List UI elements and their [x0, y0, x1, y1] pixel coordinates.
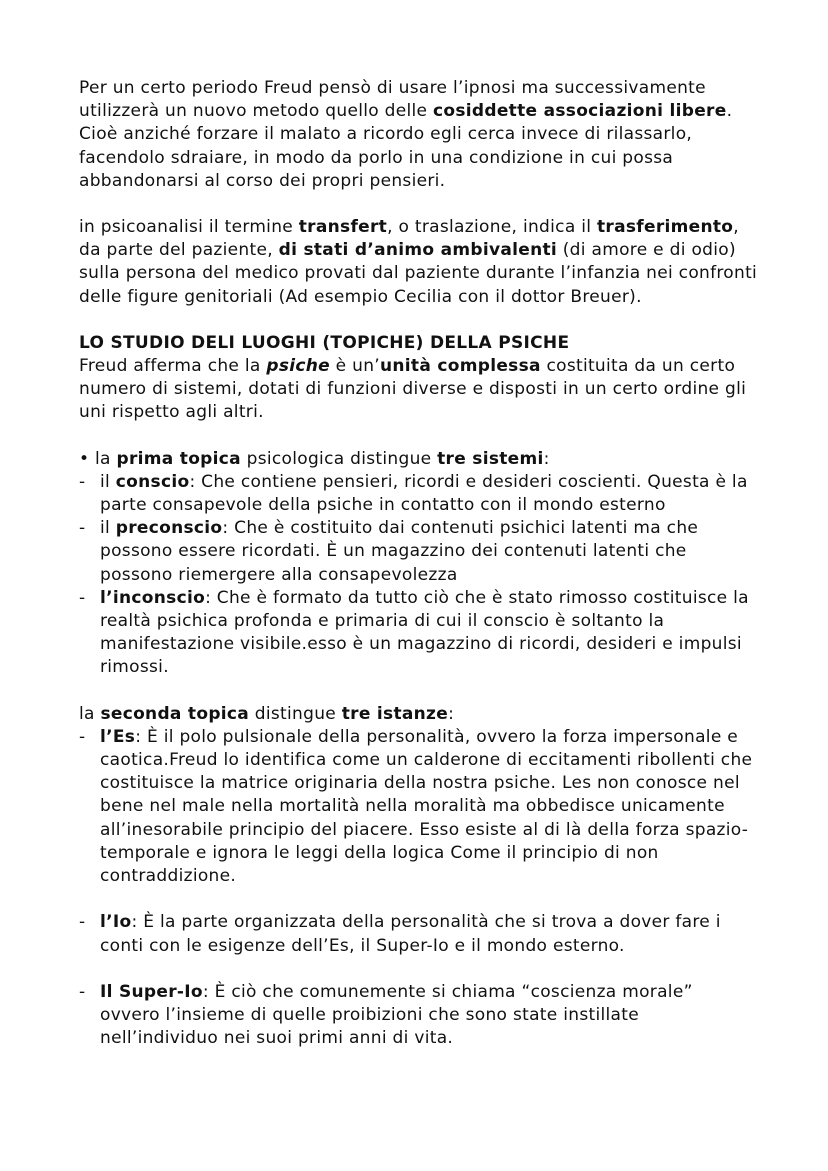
second-topic-list — [79, 726, 758, 888]
dash-icon: - — [79, 981, 86, 1002]
bold-term: l’Es — [100, 726, 136, 747]
text-span: : Che è costituito dai contenuti psichici latenti ma che possono essere ricordati. È un magazzino dei contenuti latenti che possono riemergere alla consapevolezza — [100, 518, 699, 585]
text-span: (di amore e di odio) sulla persona del medico provati dal paziente durante l’infanzia nei confronti delle figure genitoriali (Ad esempio Cecilia con il dottor Breuer). — [79, 240, 758, 307]
text-span: : — [543, 448, 550, 469]
text-span: : Che è formato da tutto ciò che è stato rimosso costituisce la realtà psichica profonda e primaria di cui il conscio è soltanto la manifestazione visibile.esso è un magazzino di ricordi, desideri e impulsi rimossi. — [100, 587, 749, 678]
text-span: , o traslazione, indica il — [387, 217, 597, 238]
paragraph-psyche — [79, 355, 758, 425]
text-span: la — [79, 703, 101, 724]
bold-term: tre istanze — [341, 703, 449, 724]
second-topic-list-superio — [79, 981, 758, 1051]
bold-term: Il Super-Io — [100, 981, 203, 1002]
bold-term: tre sistemi — [437, 448, 544, 469]
text-span: il — [100, 518, 116, 539]
spacer — [79, 888, 758, 911]
list-item-preconscio — [79, 517, 758, 587]
text-span: distingue — [249, 703, 342, 724]
list-item-conscio — [79, 471, 758, 517]
first-topic-list — [79, 471, 758, 680]
bold-term: l’Io — [100, 912, 132, 933]
text-span: : È ciò che comunemente si chiama “coscienza morale” ovvero l’insieme di quelle proibizioni che sono state instillate nell’individuo nei suoi primi anni di vita. — [100, 981, 693, 1049]
bold-term: preconscio — [115, 518, 223, 539]
text-span: . Cioè anziché forzare il malato a ricordo egli cerca invece di rilassarlo, facendolo sdraiare, in modo da porlo in una condizione in cui possa abbandonarsi al corso dei propri pensieri. — [79, 101, 733, 191]
bold-term: transfert — [298, 217, 388, 238]
text-span: è un’ — [329, 356, 380, 377]
text-span: in psicoanalisi il termine — [79, 217, 299, 238]
bold-term: seconda topica — [100, 703, 250, 724]
dash-icon: - — [79, 587, 86, 608]
text-span: , da parte del paziente, — [79, 217, 740, 261]
spacer — [79, 680, 758, 703]
text-span: : È il polo pulsionale della personalità, ovvero la forza impersonale e caotica.Freud lo identifica come un calderone di eccitamenti ribollenti che costituisce la matrice originaria della nostra psiche. Les non conosce nel bene nel male nella mortalità nella moralità ma obbedisce unicamente all’inesorabile principio del piacere. Esso esiste al di là della forza spazio-temporale e ignora le leggi della logica Come il principio di non contraddizione. — [100, 726, 753, 887]
dash-icon: - — [79, 471, 86, 492]
list-item-es — [79, 726, 758, 888]
text-span: Freud afferma che la — [79, 356, 267, 377]
bold-term: trasferimento — [597, 217, 734, 238]
bold-term: cosiddette associazioni libere — [433, 101, 727, 122]
bold-term: l’inconscio — [100, 587, 206, 608]
text-span: : Che contiene pensieri, ricordi e desideri coscienti. Questa è la parte consapevole della psiche in contatto con il mondo esterno — [100, 471, 748, 516]
bullet-icon: • — [79, 448, 90, 469]
list-item-inconscio — [79, 587, 758, 680]
text-span: : È la parte organizzata della personalità che si trova a dover fare i conti con le esigenze dell’Es, il Super-Io e il mondo esterno. — [100, 912, 721, 956]
dash-icon: - — [79, 726, 86, 747]
dash-icon: - — [79, 518, 86, 539]
dash-icon: - — [79, 912, 86, 933]
bold-term: prima topica — [116, 448, 241, 469]
second-topic-intro — [79, 703, 758, 726]
list-item-super-io — [79, 981, 758, 1051]
bold-italic-term: psiche — [266, 356, 330, 377]
bold-term: di stati d’animo ambivalenti — [278, 240, 558, 261]
paragraph-transfert — [79, 216, 758, 309]
bold-term: conscio — [115, 471, 190, 492]
text-span: costituita da un certo numero di sistemi, dotati di funzioni diverse e disposti in un certo ordine gli uni rispetto agli altri. — [79, 356, 747, 423]
paragraph-free-association — [79, 77, 758, 193]
text-span: il — [100, 471, 116, 492]
spacer — [79, 958, 758, 981]
bold-term: unità complessa — [380, 356, 541, 377]
text-span: : — [448, 703, 455, 724]
second-topic-list-io — [79, 911, 758, 957]
section-heading: LO STUDIO DELI LUOGHI (TOPICHE) DELLA PSICHE — [79, 332, 570, 353]
first-topic-intro — [79, 448, 758, 471]
text-span: Per un certo periodo Freud pensò di usare l’ipnosi ma successivamente utilizzerà un nuovo metodo quello delle — [79, 78, 706, 122]
text-span: la — [89, 448, 117, 469]
list-item-io — [79, 911, 758, 957]
text-span: psicologica distingue — [240, 448, 438, 469]
